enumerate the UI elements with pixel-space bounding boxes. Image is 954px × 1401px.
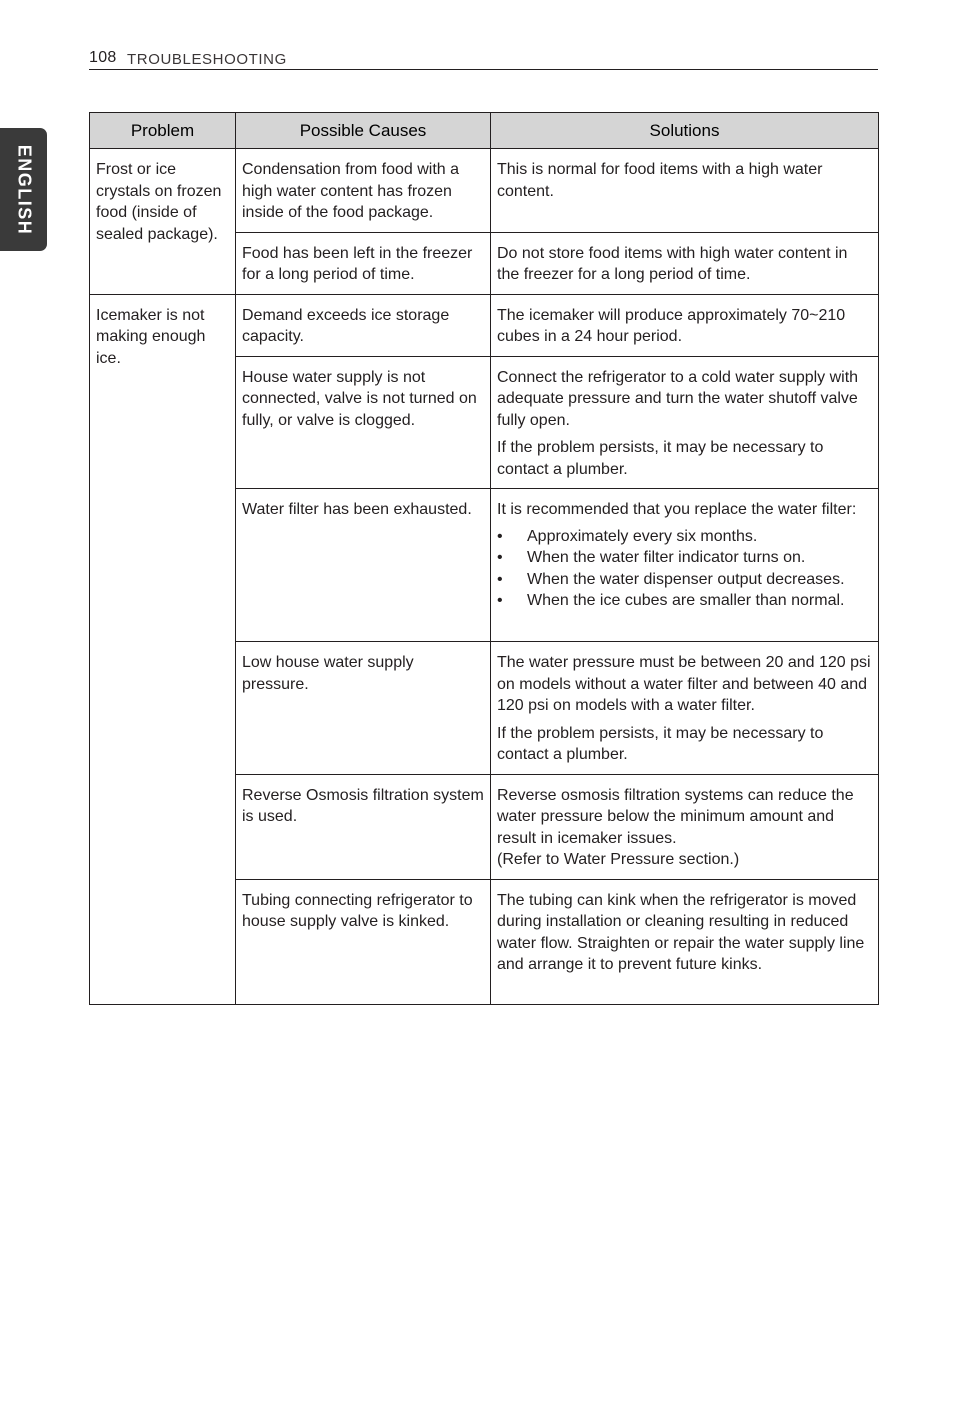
solution-cell — [491, 489, 879, 642]
problem-cell: Icemaker is not making enough ice. — [90, 294, 236, 1004]
cause-cell: Low house water supply pressure. — [236, 642, 491, 775]
solution-cell — [491, 879, 879, 1004]
solution-text: Connect the refrigerator to a cold water supply with adequate pressure and turn the water shutoff valve fully open. — [497, 368, 859, 429]
cause-cell: Condensation from food with a high water content has frozen inside of the food package. — [236, 149, 491, 233]
solution-text: If the problem persists, it may be necessary to contact a plumber. — [497, 724, 824, 763]
solution-text: It is recommended that you replace the water filter: — [497, 501, 857, 518]
page-number: 108 — [89, 49, 117, 66]
troubleshooting-table — [89, 112, 879, 1005]
solution-bullet-list — [497, 526, 872, 612]
cause-cell: Food has been left in the freezer for a long period of time. — [236, 232, 491, 294]
column-header-causes: Possible Causes — [236, 113, 491, 149]
cause-cell: Tubing connecting refrigerator to house supply valve is kinked. — [236, 879, 491, 1004]
section-title: TROUBLESHOOTING — [127, 51, 287, 68]
language-tab — [0, 128, 47, 251]
cause-cell: House water supply is not connected, valve is not turned on fully, or valve is clogged. — [236, 356, 491, 489]
solution-text: The water pressure must be between 20 and 120 psi on models without a water filter and between 40 and 120 psi on models with a water filter. — [497, 654, 871, 714]
solution-cell — [491, 149, 879, 233]
bullet-item: • Approximately every six months. — [497, 526, 872, 548]
column-header-problem: Problem — [90, 113, 236, 149]
bullet-item: • When the water filter indicator turns on. — [497, 547, 872, 569]
solution-cell — [491, 356, 879, 489]
column-header-solutions: Solutions — [491, 113, 879, 149]
language-tab-label: ENGLISH — [14, 144, 34, 235]
solution-text: The icemaker will produce approximately 70~210 cubes in a 24 hour period. — [497, 306, 846, 345]
cause-cell: Water filter has been exhausted. — [236, 489, 491, 642]
solution-text: Reverse osmosis filtration systems can reduce the water pressure below the minimum amount and result in icemaker issues. (Refer to Water Pressure section.) — [497, 786, 854, 868]
solution-text: This is normal for food items with a high water content. — [497, 161, 823, 200]
solution-cell — [491, 294, 879, 356]
page-header — [89, 47, 878, 70]
solution-text: The tubing can kink when the refrigerator is moved during installation or cleaning resulting in reduced water flow. Straighten or repair the water supply line and arrange it to prevent future kinks. — [497, 891, 865, 973]
solution-cell — [491, 232, 879, 294]
table-row — [90, 149, 879, 233]
solution-text: If the problem persists, it may be necessary to contact a plumber. — [497, 439, 824, 478]
table-header-row — [90, 113, 879, 149]
problem-cell: Frost or ice crystals on frozen food (inside of sealed package). — [90, 149, 236, 295]
cause-cell: Demand exceeds ice storage capacity. — [236, 294, 491, 356]
solution-cell — [491, 642, 879, 775]
bullet-item: • When the water dispenser output decreases. — [497, 569, 872, 591]
bullet-item: • When the ice cubes are smaller than normal. — [497, 590, 872, 612]
cause-cell: Reverse Osmosis filtration system is used. — [236, 774, 491, 879]
solution-cell — [491, 774, 879, 879]
table-row — [90, 294, 879, 356]
solution-text: Do not store food items with high water content in the freezer for a long period of time. — [497, 244, 848, 283]
